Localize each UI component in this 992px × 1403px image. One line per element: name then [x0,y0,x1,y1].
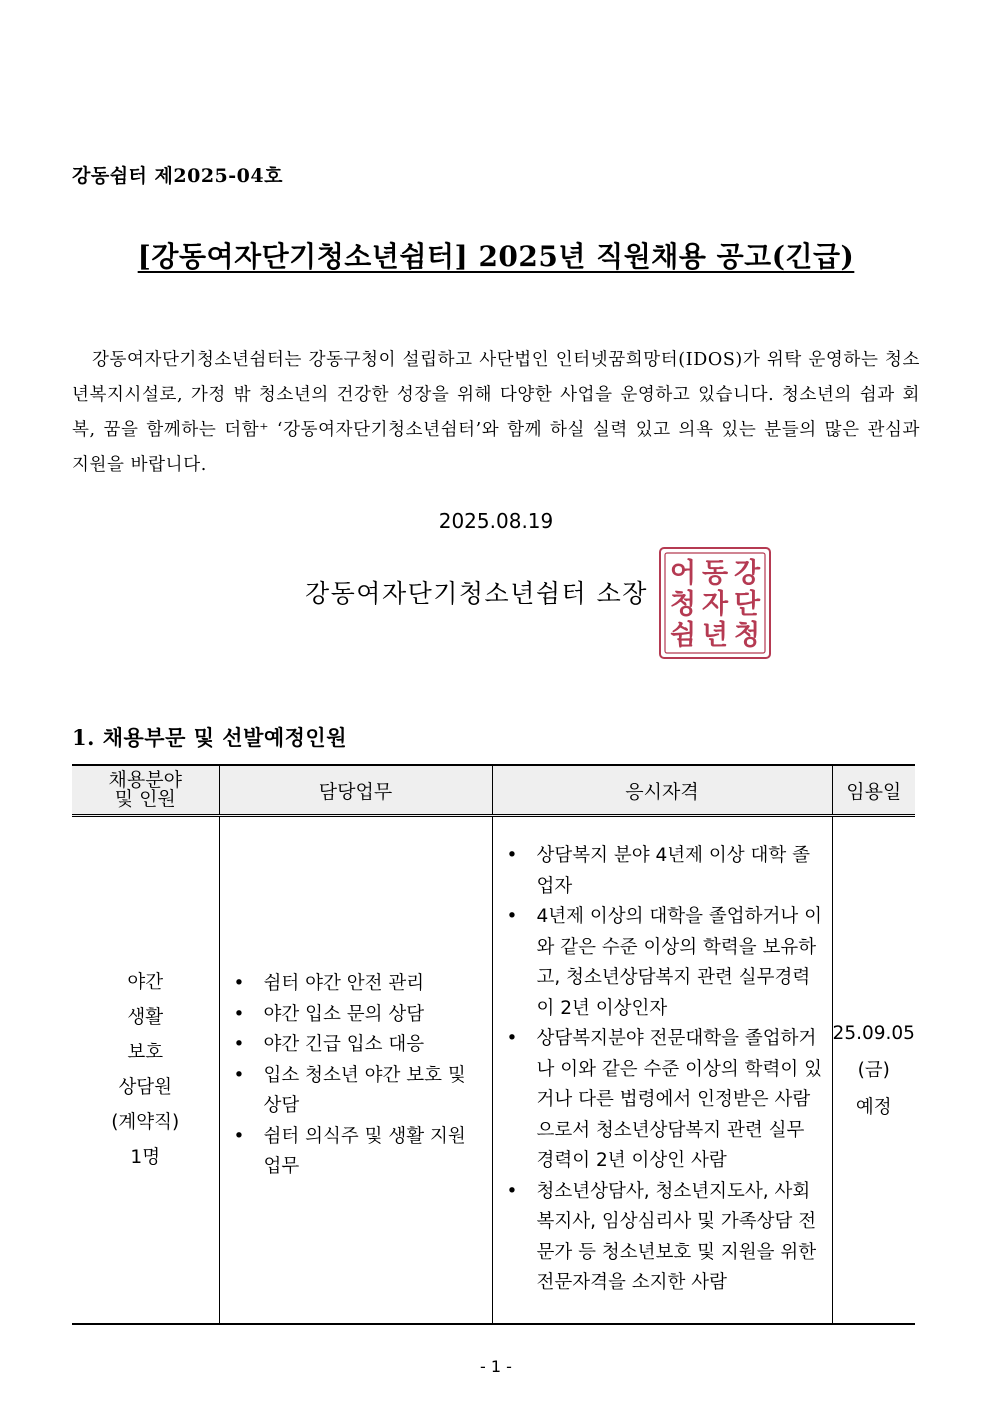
duties-cell [219,816,492,1325]
qualification-item: • 4년제 이상의 대학을 졸업하거나 이와 같은 수준 이상의 학력을 보유하고, 청소년상담복지 관련 실무경력이 2년 이상인자 [493,902,832,1024]
duty-item: • 쉼터 의식주 및 생활 지원 업무 [220,1122,492,1183]
seal-character: 강 [733,558,761,589]
seal-character: 동 [701,558,729,589]
qualification-item: • 상담복지 분야 4년제 이상 대학 졸업자 [493,841,832,902]
header-start-date: 임용일 [832,765,915,816]
start-date-line: (금) [857,1059,890,1081]
seal-character: 쉼 [669,620,697,651]
seal-character: 년 [701,620,729,651]
seal-character: 청 [669,589,697,620]
header-field [72,765,219,816]
official-seal [658,546,772,660]
duty-item: • 입소 청소년 야간 보호 및 상담 [220,1061,492,1122]
seal-character: 자 [701,589,729,620]
page-number: - 1 - [480,1357,512,1376]
start-date-cell [832,816,915,1325]
field-line: (계약직) [111,1112,180,1133]
field-cell [72,816,219,1325]
recruitment-table [72,764,915,1325]
duty-item: • 쉼터 야간 안전 관리 [220,969,492,1000]
header-field-line2: 및 인원 [114,788,176,810]
qualifications-list [493,841,832,1299]
document-title: [강동여자단기청소년쉼터] 2025년 직원채용 공고(긴급) [137,240,855,273]
duty-item: • 야간 긴급 입소 대응 [220,1030,492,1061]
field-line: 상담원 [118,1077,173,1098]
table-header-row [72,765,915,816]
field-line: 1명 [130,1147,161,1168]
header-duties: 담당업무 [219,765,492,816]
header-qualifications: 응시자격 [492,765,832,816]
start-date-line: 예정 [855,1096,892,1118]
seal-character: 어 [669,558,697,589]
start-date-line: 25.09.05 [832,1022,915,1044]
header-field-line1: 채용분야 [108,769,182,791]
field-line: 생활 [127,1007,164,1028]
duties-list [220,957,492,1183]
qualification-item: • 상담복지분야 전문대학을 졸업하거나 이와 같은 수준 이상의 학력이 있거나 다른 법령에서 인정받은 사람으로서 청소년상담복지 관련 실무 경력이 2년 이상인 사람 [493,1024,832,1177]
duty-item: • 야간 입소 문의 상담 [220,1000,492,1031]
intro-paragraph: 강동여자단기청소년쉼터는 강동구청이 설립하고 사단법인 인터넷꿈희망터(IDOS)가 위탁 운영하는 청소년복지시설로, 가정 밖 청소년의 건강한 성장을 위해 다양한 사업을 운영하고 있습니다. 청소년의 쉼과 회복, 꿈을 함께하는 더함⁺ ‘강동여자단기청소년쉼터’와 함께 하실 실력 있고 의욕 있는 분들의 많은 관심과 지원을 바랍니다. [72,350,920,475]
field-line: 야간 [127,972,164,993]
qualification-item: • 청소년상담사, 청소년지도사, 사회복지사, 임상심리사 및 가족상담 전문가 등 청소년보호 및 지원을 위한 전문자격을 소지한 사람 [493,1177,832,1299]
seal-character: 청 [733,620,761,651]
seal-character: 단 [733,589,761,620]
table-row [72,816,915,1325]
section-heading: 1. 채용부문 및 선발예정인원 [72,725,348,750]
qualifications-cell [492,816,832,1325]
document-number: 강동쉼터 제2025-04호 [72,165,283,187]
field-line: 보호 [127,1042,164,1063]
announcement-date: 2025.08.19 [438,509,554,533]
signer-title: 강동여자단기청소년쉼터 소장 [305,579,648,608]
